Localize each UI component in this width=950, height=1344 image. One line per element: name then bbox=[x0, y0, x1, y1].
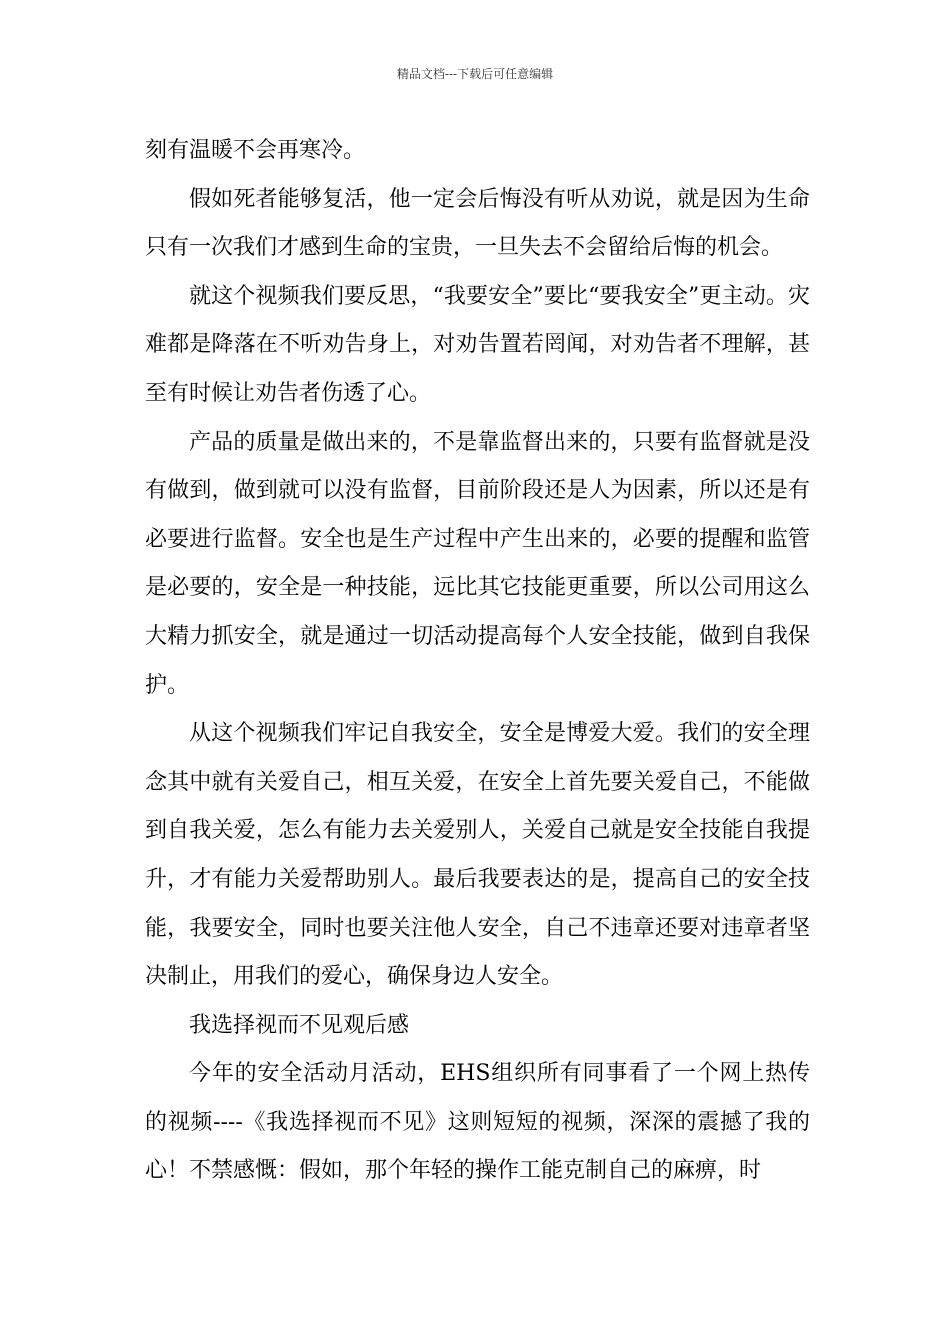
paragraph: 就这个视频我们要反思，“我要安全”要比“要我安全”更主动。灾难都是降落在不听劝告身上，对劝告置若罔闻，对劝告者不理解，甚至有时候让劝告者伤透了心。 bbox=[145, 283, 810, 406]
paragraph: 今年的安全活动月活动，EHS组织所有同事看了一个网上热传的视频----《我选择视而不见》这则短短的视频，深深的震撼了我的心！不禁感慨：假如，那个年轻的操作工能克制自己的麻痹，时 bbox=[145, 1061, 810, 1184]
document-body bbox=[145, 127, 810, 1196]
page-header: 精品文档---下载后可任意编辑 bbox=[396, 67, 554, 81]
paragraph: 产品的质量是做出来的，不是靠监督出来的，只要有监督就是没有做到，做到就可以没有监督，目前阶段还是人为因素，所以还是有必要进行监督。安全也是生产过程中产生出来的，必要的提醒和监管是必要的，安全是一种技能，远比其它技能更重要，所以公司用这么大精力抓安全，就是通过一切活动提高每个人安全技能，做到自我保护。 bbox=[145, 429, 810, 698]
section-title: 我选择视而不见观后感 bbox=[189, 1012, 410, 1038]
paragraph-continuation: 刻有温暖不会再寒冷。 bbox=[145, 138, 366, 163]
paragraph: 假如死者能够复活，他一定会后悔没有听从劝说，就是因为生命只有一次我们才感到生命的宝贵，一旦失去不会留给后悔的机会。 bbox=[145, 186, 810, 261]
paragraph: 从这个视频我们牢记自我安全，安全是博爱大爱。我们的安全理念其中就有关爱自己，相互关爱，在安全上首先要关爱自己，不能做到自我关爱，怎么有能力去关爱别人，关爱自己就是安全技能自我提升，才有能力关爱帮助别人。最后我要表达的是，提高自己的安全技能，我要安全，同时也要关注他人安全，自己不违章还要对违章者坚决制止，用我们的爱心，确保身边人安全。 bbox=[145, 721, 810, 990]
